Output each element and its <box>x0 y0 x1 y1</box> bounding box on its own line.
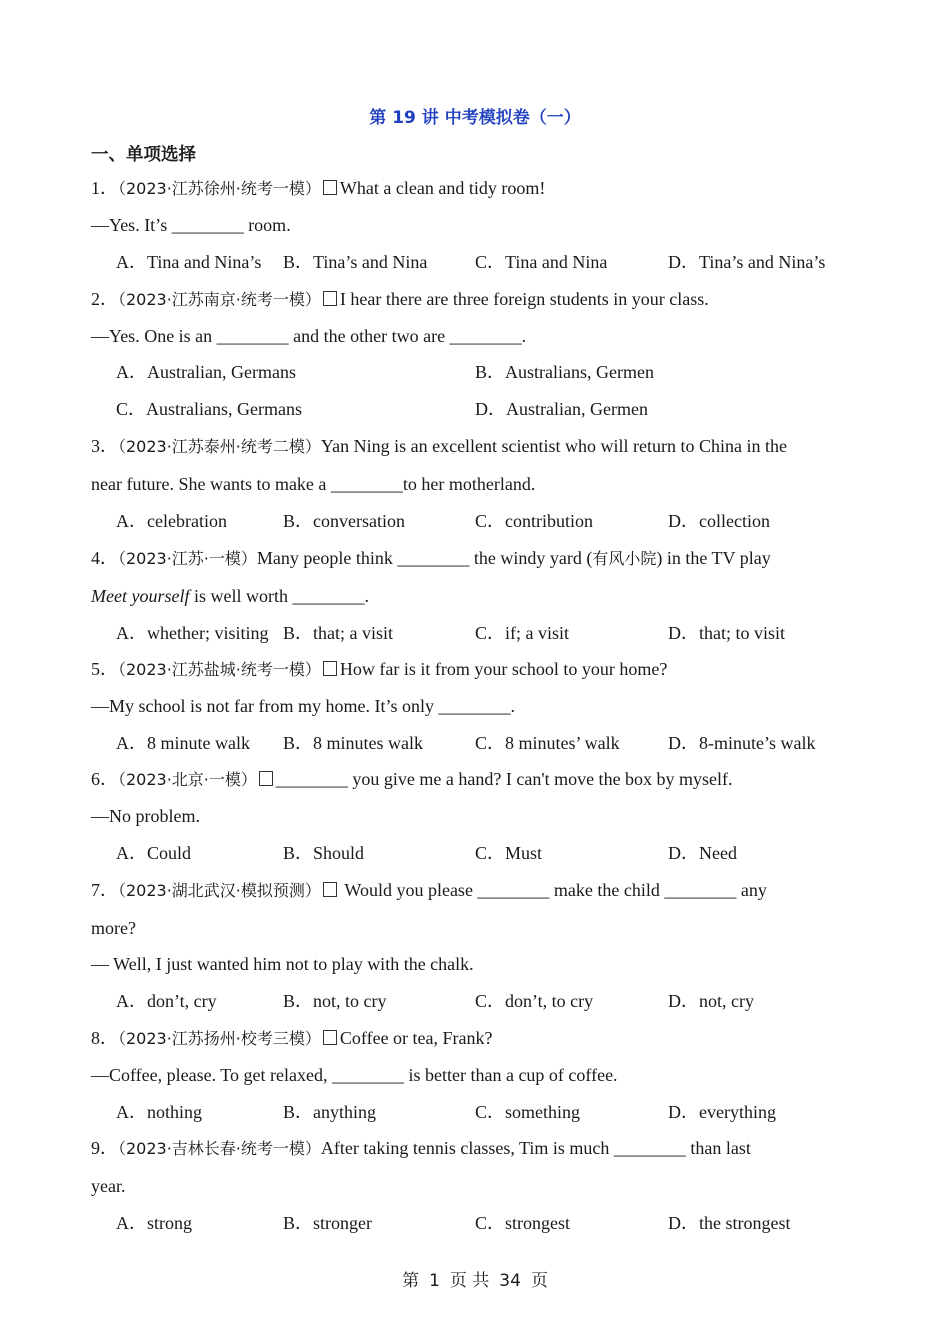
question-source: （2023·吉林长春·统考一模） <box>118 1139 321 1158</box>
question-3-option-d[interactable]: D．collection <box>668 511 770 531</box>
question-4-line2: Meet yourself is well worth ________. <box>91 586 369 606</box>
page-number: 1 <box>429 1271 440 1291</box>
question-1-option-d[interactable]: D．Tina’s and Nina’s <box>668 252 826 272</box>
question-6-stem: 6．（2023·北京·一模） ________ you give me a hand? I can't move the box by myself. <box>91 769 733 789</box>
question-7-line3: — Well, I just wanted him not to play with the chalk. <box>91 954 474 974</box>
question-source: （2023·江苏徐州·统考一模） <box>118 179 321 198</box>
question-9-option-c[interactable]: C．strongest <box>475 1213 571 1233</box>
question-5-line2: —My school is not far from my home. It’s only ________. <box>91 696 515 716</box>
question-6-option-b[interactable]: B．Should <box>283 843 365 863</box>
question-3-option-b[interactable]: B．conversation <box>283 511 405 531</box>
question-source: （2023·江苏泰州·统考二模） <box>118 437 321 456</box>
question-2-option-d[interactable]: D．Australian, Germen <box>475 399 648 419</box>
question-3-option-c[interactable]: C．contribution <box>475 511 593 531</box>
question-source: （2023·江苏·一模） <box>118 549 257 568</box>
checkbox-icon <box>259 771 273 786</box>
question-4-option-a[interactable]: A．whether; visiting <box>116 623 269 643</box>
checkbox-icon <box>323 1030 337 1045</box>
question-6-option-a[interactable]: A．Could <box>116 843 192 863</box>
question-9-option-b[interactable]: B．stronger <box>283 1213 372 1233</box>
question-5-option-d[interactable]: D．8-minute’s walk <box>668 733 816 753</box>
question-2-line2: —Yes. One is an ________ and the other two are ________. <box>91 326 527 346</box>
question-3-stem: 3．（2023·江苏泰州·统考二模）Yan Ning is an excellent scientist who will return to China in the <box>91 436 788 456</box>
question-9-stem: 9．（2023·吉林长春·统考一模）After taking tennis classes, Tim is much ________ than last <box>91 1138 751 1158</box>
page-footer: 第 1 页 共 34 页 <box>402 1271 548 1291</box>
question-5-option-c[interactable]: C．8 minutes’ walk <box>475 733 620 753</box>
question-1-option-b[interactable]: B．Tina’s and Nina <box>283 252 428 272</box>
question-8-stem: 8．（2023·江苏扬州·校考三模） Coffee or tea, Frank? <box>91 1028 493 1048</box>
question-1-option-a[interactable]: A．Tina and Nina’s <box>116 252 262 272</box>
question-8-option-b[interactable]: B．anything <box>283 1102 376 1122</box>
question-2-option-c[interactable]: C．Australians, Germans <box>116 399 302 419</box>
question-7-option-b[interactable]: B．not, to cry <box>283 991 387 1011</box>
page-title: 第 19 讲 中考模拟卷（一） <box>369 108 581 128</box>
question-3-option-a[interactable]: A．celebration <box>116 511 227 531</box>
question-2-option-a[interactable]: A．Australian, Germans <box>116 362 296 382</box>
question-7-stem: 7．（2023·湖北武汉·模拟预测） Would you please ________ make the child ________ any <box>91 880 767 900</box>
question-6-option-d[interactable]: D．Need <box>668 843 737 863</box>
question-7-option-d[interactable]: D．not, cry <box>668 991 754 1011</box>
checkbox-icon <box>323 291 337 306</box>
question-8-option-d[interactable]: D．everything <box>668 1102 776 1122</box>
checkbox-icon <box>323 882 337 897</box>
question-source: （2023·湖北武汉·模拟预测） <box>118 881 321 900</box>
question-5-option-b[interactable]: B．8 minutes walk <box>283 733 423 753</box>
question-6-option-c[interactable]: C．Must <box>475 843 543 863</box>
section-heading: 一、单项选择 <box>91 145 196 165</box>
question-9-line2: year. <box>91 1176 126 1196</box>
question-7-option-c[interactable]: C．don’t, to cry <box>475 991 594 1011</box>
question-6-line2: —No problem. <box>91 806 200 826</box>
question-source: （2023·江苏盐城·统考一模） <box>118 660 321 679</box>
question-source: （2023·江苏扬州·校考三模） <box>118 1029 321 1048</box>
checkbox-icon <box>323 661 337 676</box>
question-4-stem: 4．（2023·江苏·一模）Many people think ________ the windy yard (有风小院) in the TV play <box>91 548 771 568</box>
question-8-option-a[interactable]: A．nothing <box>116 1102 203 1122</box>
question-source: （2023·江苏南京·统考一模） <box>118 290 321 309</box>
question-1-option-c[interactable]: C．Tina and Nina <box>475 252 608 272</box>
question-1-line2: —Yes. It’s ________ room. <box>91 215 291 235</box>
question-1-stem: 1．（2023·江苏徐州·统考一模） What a clean and tidy room! <box>91 178 546 198</box>
question-7-line2: more? <box>91 918 136 938</box>
question-source: （2023·北京·一模） <box>118 770 257 789</box>
question-8-line2: —Coffee, please. To get relaxed, ________ is better than a cup of coffee. <box>91 1065 618 1085</box>
question-7-option-a[interactable]: A．don’t, cry <box>116 991 217 1011</box>
question-3-line2: near future. She wants to make a ________to her motherland. <box>91 474 536 494</box>
question-5-stem: 5．（2023·江苏盐城·统考一模） How far is it from your school to your home? <box>91 659 668 679</box>
question-4-option-d[interactable]: D．that; to visit <box>668 623 785 643</box>
question-9-option-a[interactable]: A．strong <box>116 1213 192 1233</box>
question-4-option-c[interactable]: C．if; a visit <box>475 623 569 643</box>
total-pages: 34 <box>499 1271 521 1291</box>
question-4-option-b[interactable]: B．that; a visit <box>283 623 393 643</box>
question-8-option-c[interactable]: C．something <box>475 1102 581 1122</box>
question-5-option-a[interactable]: A．8 minute walk <box>116 733 250 753</box>
question-9-option-d[interactable]: D．the strongest <box>668 1213 791 1233</box>
question-2-option-b[interactable]: B．Australians, Germen <box>475 362 654 382</box>
checkbox-icon <box>323 180 337 195</box>
question-2-stem: 2．（2023·江苏南京·统考一模） I hear there are three foreign students in your class. <box>91 289 709 309</box>
